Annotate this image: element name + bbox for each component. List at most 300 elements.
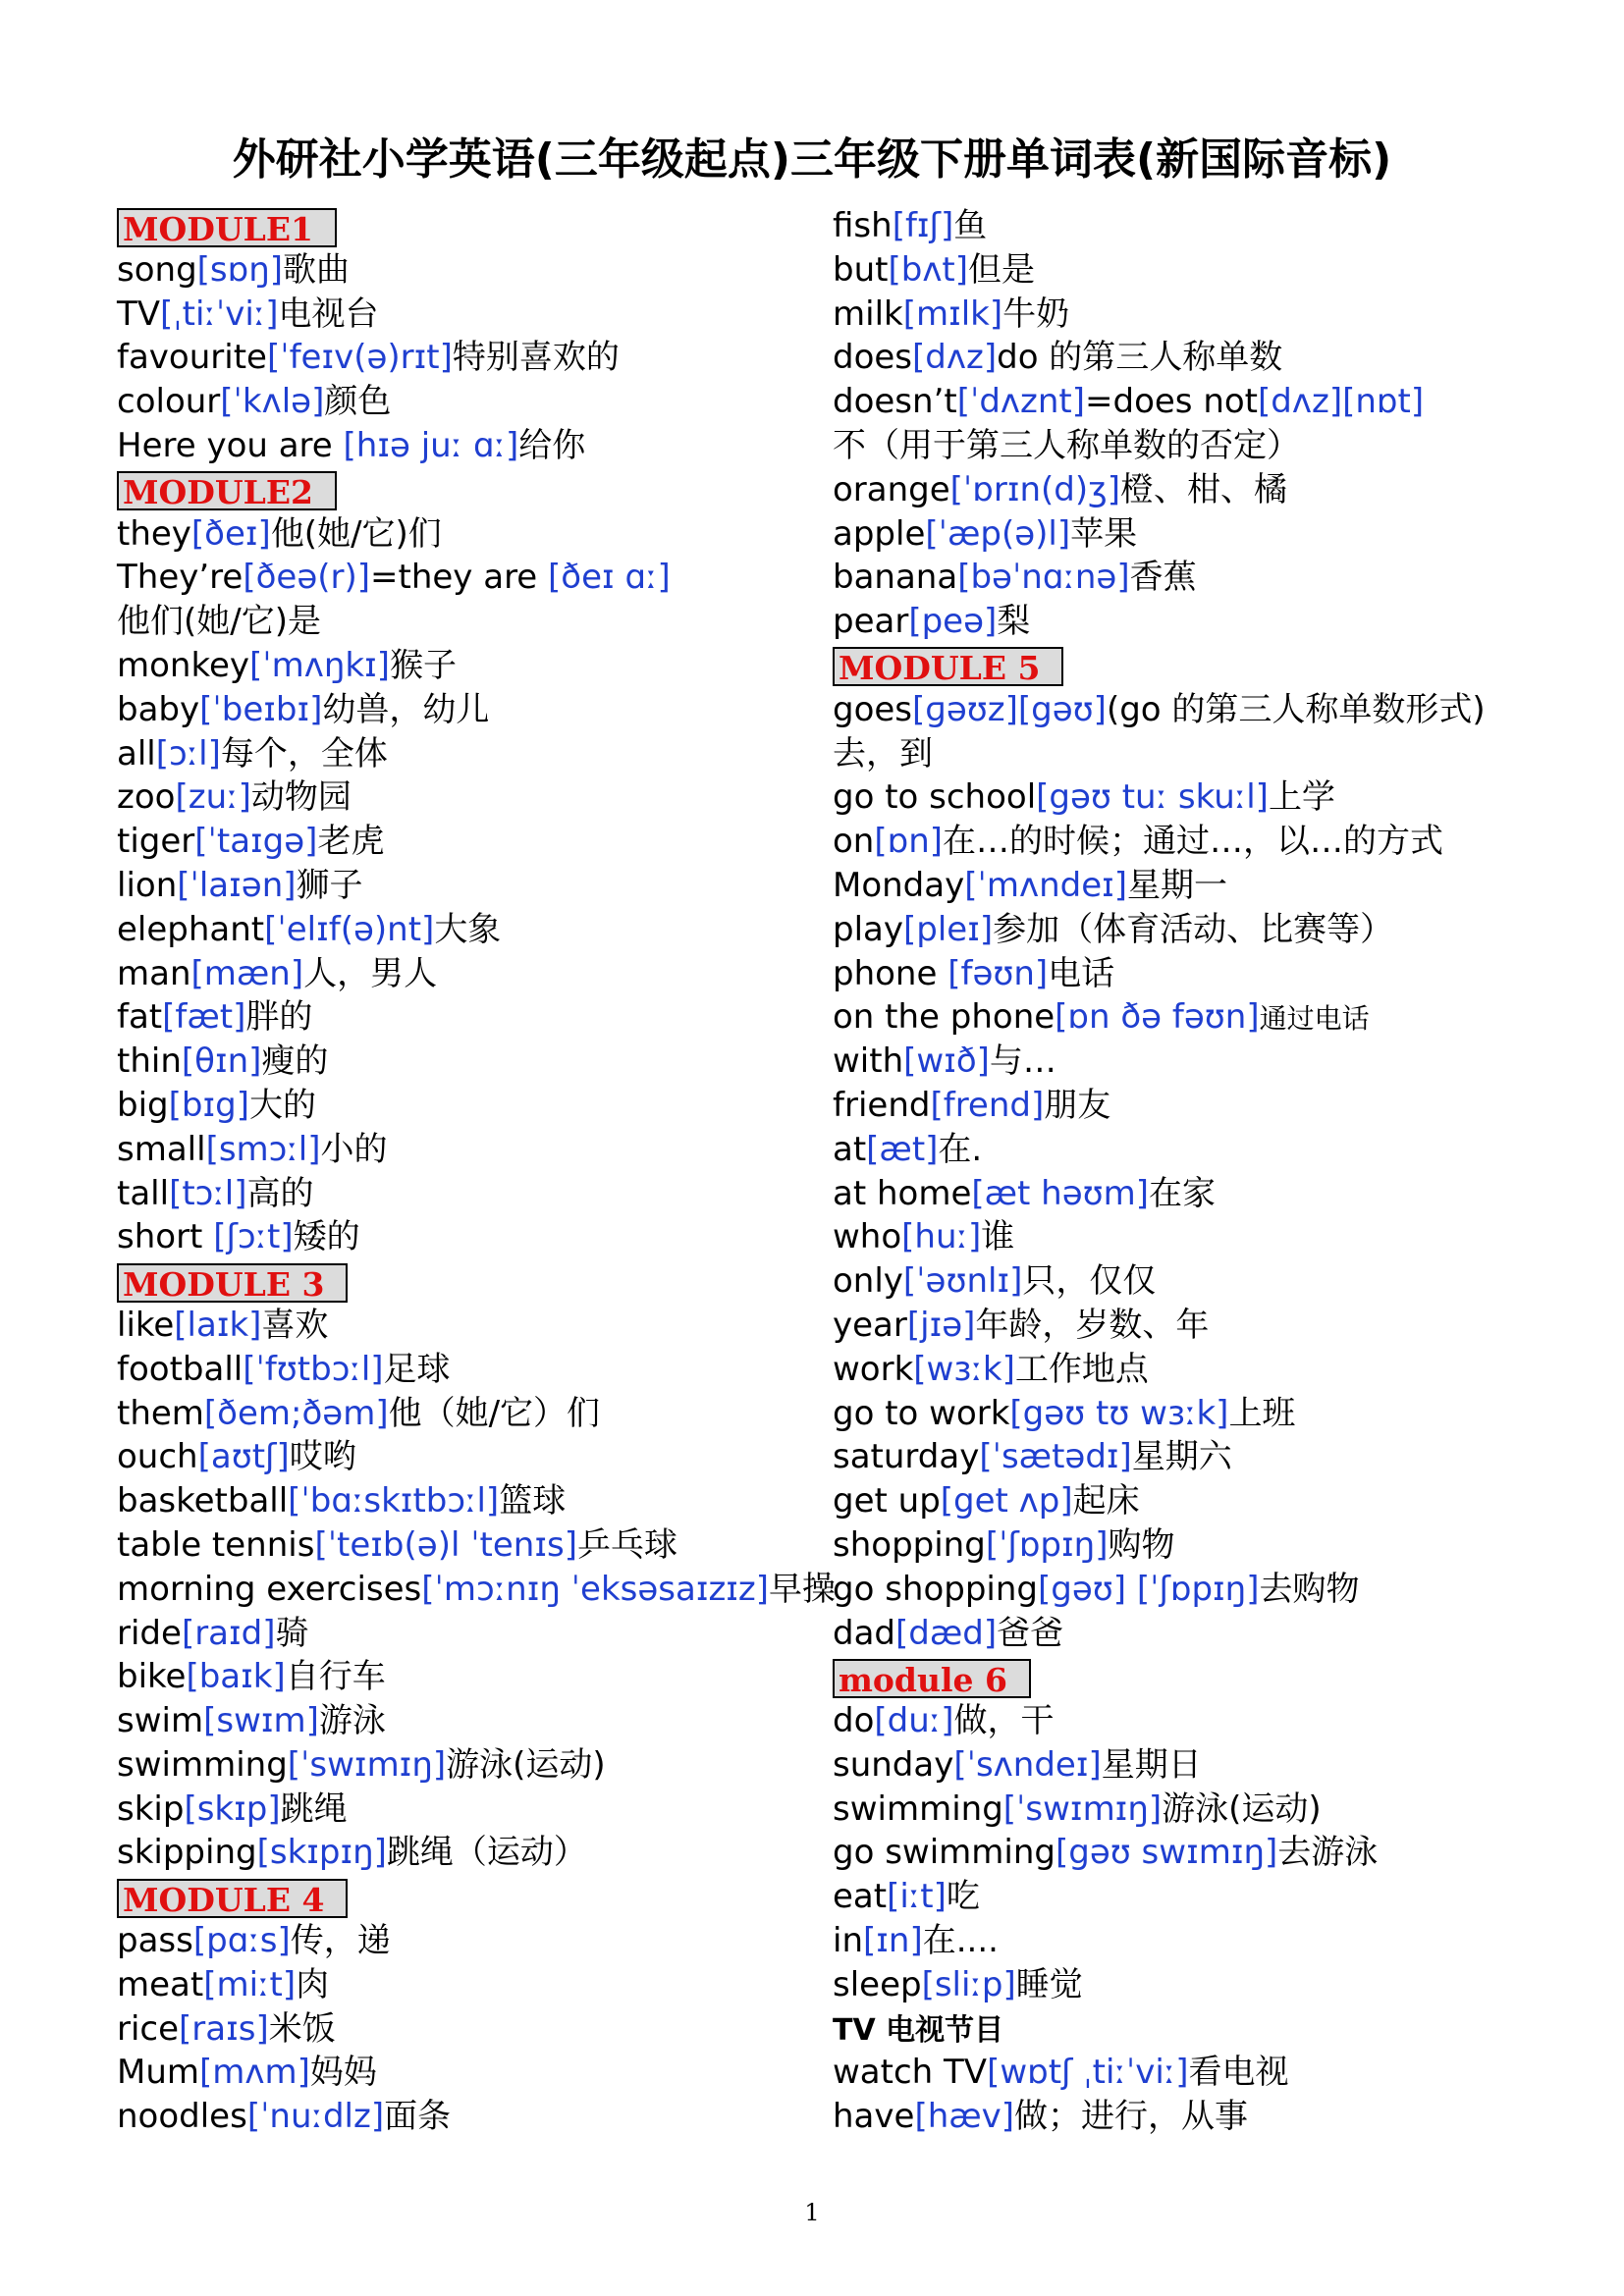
vocab-row [833,1568,1608,1612]
vocab-phonetic: [ˈelɪf(ə)nt] [264,909,435,949]
vocab-word: noodles [117,2097,247,2137]
vocab-row [833,556,1608,600]
vocab-meaning: 他(她/它)们 [270,513,442,554]
vocab-meaning: 年龄，岁数、年 [975,1305,1210,1345]
vocab-row [833,1392,1608,1436]
vocab-phonetic: [duː] [874,1701,954,1741]
vocab-meaning: 橙、柑、橘 [1120,469,1288,509]
vocab-row [117,1084,824,1128]
vocab-phonetic: [smɔːl] [205,1129,321,1169]
vocab-row [833,1348,1608,1392]
vocab-meaning: 跳绳 [280,1789,348,1829]
vocab-meaning: 通过电话 [1259,1002,1370,1036]
vocab-word: work [833,1349,914,1389]
vocab-meaning: 给你 [518,425,586,465]
vocab-word: big [117,1085,169,1125]
vocab-meaning: 在.... [922,1921,999,1961]
vocab-meaning: 高的 [246,1173,314,1213]
vocab-word: table tennis [117,1524,315,1565]
vocab-phonetic: [huː] [901,1217,982,1257]
vocab-phonetic: [ˈfʊtbɔːl] [243,1349,384,1389]
vocab-row [833,1040,1608,1084]
vocab-row [117,2095,824,2139]
vocab-word: Monday [833,865,965,905]
vocab-word: elephant [117,909,265,949]
vocab-phonetic: [ðeɪ] [190,513,271,554]
vocab-meaning: 早操 [769,1569,837,1609]
vocab-meaning: =does not [1085,382,1259,422]
vocab-row [833,1699,1608,1743]
vocab-phonetic: [bəˈnɑːnə] [957,558,1130,598]
vocab-row [117,1392,824,1436]
vocab-meaning: 游泳(运动) [1162,1789,1322,1829]
vocab-phonetic: [dʌz] [912,338,998,378]
vocab-row [833,293,1608,337]
module-heading-row [833,644,1608,688]
vocab-word: like [117,1305,175,1345]
vocab-row [117,1304,824,1348]
vocab-row [833,424,1608,468]
module-heading: MODULE 4 [117,1879,348,1918]
vocab-word: get up [833,1481,941,1522]
vocab-phonetic: [iːt] [887,1877,947,1917]
vocab-meaning: =they are [370,558,549,598]
vocab-word: meat [117,1964,204,2004]
vocab-row [833,2051,1608,2095]
vocab-word: who [833,1217,902,1257]
vocab-phonetic: [pɑːs] [192,1921,291,1961]
vocab-word: apple [833,513,926,554]
vocab-word: small [117,1129,206,1169]
vocab-meaning: 颜色 [324,382,392,422]
vocab-word: zoo [117,777,176,818]
vocab-word: on the phone [833,997,1056,1038]
vocab-phonetic: [mɪlk] [902,294,1003,334]
vocab-word: do [833,1701,875,1741]
vocab-phonetic: [ɒn ðə fəʊn] [1055,997,1260,1038]
vocab-phonetic: [ˈmɔːnɪŋ ˈeksəsaɪzɪz] [421,1569,770,1609]
vocab-word: morning exercises [117,1569,422,1609]
vocab-phonetic: [wɜːk] [913,1349,1015,1389]
vocab-phonetic: [gəʊ swɪmɪŋ] [1055,1833,1278,1873]
vocab-phonetic: [baɪk] [186,1657,286,1697]
vocab-meaning: 特别喜欢的 [452,338,620,378]
vocab-phonetic: [sɒŋ] [196,249,284,290]
vocab-row [833,1831,1608,1875]
vocab-phonetic: [aʊtʃ] [197,1437,290,1477]
vocab-phonetic: [hɪə juː ɑː] [343,425,519,465]
vocab-row [833,688,1608,732]
vocab-meaning: 牛奶 [1002,294,1070,334]
vocab-row [833,1919,1608,1963]
vocab-meaning: 跳绳（运动） [386,1833,587,1873]
vocab-word: They’re [117,558,244,598]
vocab-word: football [117,1349,244,1389]
vocab-word: TV [117,294,161,334]
vocab-word: tiger [117,822,195,862]
vocab-row [117,1215,824,1259]
vocab-meaning: 大的 [248,1085,316,1125]
vocab-phonetic: [æt] [866,1129,939,1169]
vocab-phonetic: [ˈæp(ə)l] [925,513,1071,554]
vocab-meaning: 但是 [968,249,1036,290]
vocab-meaning: 与… [989,1041,1056,1082]
vocab-word: milk [833,294,903,334]
vocab-meaning: 自行车 [285,1657,386,1697]
vocab-meaning: 歌曲 [283,249,351,290]
vocab-word: on [833,822,875,862]
module-heading: module 6 [833,1659,1031,1698]
vocab-meaning: 游泳(运动) [446,1744,606,1785]
vocab-phonetic: [bɪg] [168,1085,249,1125]
module-heading: MODULE 3 [117,1263,348,1303]
vocab-word: doesn’t [833,382,957,422]
vocab-word: monkey [117,645,249,685]
vocab-word: swimming [117,1744,288,1785]
vocab-meaning: 爸爸 [997,1613,1064,1653]
page-number: 1 [804,2199,820,2226]
vocab-row [833,820,1608,864]
vocab-row [833,864,1608,908]
vocab-word: but [833,249,889,290]
vocab-phonetic: [ˈkʌlə] [220,382,325,422]
vocab-row [117,1172,824,1216]
vocab-phonetic: [ʃɔːt] [213,1217,294,1257]
vocab-word: orange [833,469,950,509]
vocab-word: go to school [833,777,1037,818]
vocab-word: lion [117,865,178,905]
vocab-row [833,1128,1608,1172]
module-heading-row [117,204,824,248]
vocab-phonetic: [mæn] [190,953,304,993]
vocab-phonetic: [wɒtʃ ˌtiːˈviː] [987,2053,1189,2093]
vocab-word: fat [117,997,163,1038]
vocab-row [117,1479,824,1523]
vocab-meaning: 上学 [1268,777,1335,818]
vocab-row [117,908,824,952]
vocab-phonetic: [raɪs] [179,2008,269,2049]
vocab-meaning: 星期一 [1127,865,1228,905]
vocab-phonetic: [ˈtaɪgə] [194,822,318,862]
vocab-phonetic: [jɪə] [906,1305,976,1345]
vocab-row [833,1875,1608,1919]
vocab-row [117,1655,824,1699]
vocab-word: swimming [833,1789,1003,1829]
vocab-meaning: 在家 [1149,1173,1217,1213]
vocab-meaning: 足球 [383,1349,451,1389]
vocab-phonetic: [ɡəʊz][gəʊ] [912,689,1107,729]
vocab-meaning: 只，仅仅 [1022,1261,1157,1302]
vocab-row [833,1435,1608,1479]
vocab-row [833,1479,1608,1523]
vocab-phonetic: [bʌt] [888,249,969,290]
vocab-word: have [833,2097,915,2137]
vocab-word: short [117,1217,214,1257]
vocab-meaning: 米饭 [268,2008,336,2049]
vocab-word: Mum [117,2053,200,2093]
module-heading-row [117,1875,824,1919]
vocab-row [833,1304,1608,1348]
vocab-word: all [117,733,156,774]
vocab-meaning: 胖的 [245,997,313,1038]
vocab-meaning: 不（用于第三人称单数的否定） [833,425,1300,465]
vocab-phonetic: [θɪn] [181,1041,262,1082]
vocab-meaning: 吃 [946,1877,980,1917]
vocab-row [117,1040,824,1084]
vocab-word: does [833,338,913,378]
vocab-word: shopping [833,1524,986,1565]
vocab-phonetic: [ˈʃɒpɪŋ] [985,1524,1109,1565]
vocab-row [117,732,824,776]
vocab-row [833,2095,1608,2139]
vocab-row [117,1612,824,1656]
vocab-phonetic-extra: [ðeɪ ɑː] [548,558,671,598]
vocab-meaning: 他（她/它）们 [388,1393,601,1433]
vocab-phonetic: [æt həʊm] [971,1173,1150,1213]
vocab-phonetic: [gəʊ tʊ wɜːk] [1009,1393,1229,1433]
vocab-word: sunday [833,1744,954,1785]
vocab-meaning: 传，递 [290,1921,391,1961]
vocab-word: they [117,513,191,554]
vocab-meaning: 面条 [384,2097,452,2137]
vocab-row [833,600,1608,644]
vocab-meaning: 去，到 [833,733,933,774]
vocab-word: play [833,909,903,949]
vocab-meaning: 喜欢 [261,1305,329,1345]
vocab-phonetic: [ˈsʌndeɪ] [953,1744,1102,1785]
vocab-phonetic: [get ʌp] [940,1481,1073,1522]
vocab-word: dad [833,1613,895,1653]
vocab-phonetic: [fəʊn] [947,953,1049,993]
vocab-row [117,600,824,644]
vocab-word: favourite [117,338,267,378]
vocab-word: sleep [833,1964,922,2004]
vocab-row [117,864,824,908]
vocab-word: with [833,1041,904,1082]
vocab-phonetic: [ðem;ðəm] [203,1393,389,1433]
vocab-meaning: 去游泳 [1277,1833,1379,1873]
vocab-word: Here you are [117,425,344,465]
vocab-word: man [117,953,191,993]
vocab-row [117,2007,824,2052]
vocab-meaning: 他们(她/它)是 [117,602,321,642]
vocab-word: skipping [117,1833,257,1873]
vocab-meaning: 做；进行，从事 [1014,2097,1249,2137]
vocab-meaning: 工作地点 [1014,1349,1149,1389]
vocab-meaning: 谁 [981,1217,1015,1257]
vocab-word: watch TV [833,2053,988,2093]
vocab-meaning: 乒乓球 [576,1524,677,1565]
vocab-phonetic: [ˈɒrɪn(d)ʒ] [949,469,1121,509]
vocab-word: saturday [833,1437,980,1477]
vocab-row [117,2051,824,2095]
vocab-meaning: 梨 [997,602,1031,642]
section-note: TV 电视节目 [833,2012,1004,2048]
vocab-phonetic: [peə] [908,602,998,642]
module-heading-row [117,468,824,512]
vocab-row [117,644,824,688]
vocab-row [117,688,824,732]
vocab-word: phone [833,953,948,993]
vocab-phonetic: [ˈbɑːskɪtbɔːl] [288,1481,500,1522]
vocab-row [117,1919,824,1963]
vocab-row [117,1788,824,1832]
vocab-row [117,293,824,337]
vocab-word: fish [833,206,893,245]
module-heading: MODULE2 [117,471,337,510]
vocab-phonetic-extra: [dʌz][nɒt] [1258,382,1425,422]
vocab-meaning: 电话 [1048,953,1115,993]
vocab-word: song [117,249,197,290]
vocab-word: rice [117,2008,180,2049]
vocab-row [833,1788,1608,1832]
vocab-phonetic: [ɪn] [863,1921,923,1961]
vocab-phonetic: [ˈəʊnlɪ] [902,1261,1023,1302]
vocab-row [833,380,1608,424]
vocab-meaning: 骑 [275,1613,309,1653]
right-column [833,204,1608,2139]
vocab-row [833,1963,1608,2007]
vocab-meaning: 哎哟 [289,1437,356,1477]
vocab-word: year [833,1305,907,1345]
vocab-phonetic: [mʌm] [199,2053,310,2093]
vocab-row [117,1435,824,1479]
vocab-meaning: do 的第三人称单数 [997,338,1283,378]
vocab-phonetic: [gəʊ tuː skuːl] [1036,777,1269,818]
vocab-meaning: (go 的第三人称单数形式) [1106,689,1486,729]
vocab-meaning: 上班 [1228,1393,1296,1433]
vocab-word: thin [117,1041,182,1082]
vocab-row [117,336,824,380]
vocab-word: colour [117,382,221,422]
vocab-meaning: 狮子 [296,865,363,905]
vocab-meaning: 电视台 [278,294,379,334]
vocab-word: at home [833,1173,972,1213]
vocab-phonetic: [sliːp] [921,1964,1016,2004]
vocab-meaning: 看电视 [1188,2053,1289,2093]
vocab-phonetic: [ˈmʌndeɪ] [964,865,1128,905]
vocab-phonetic: [raɪd] [181,1613,276,1653]
vocab-phonetic: [pleɪ] [902,909,994,949]
vocab-row [117,1568,837,1612]
note-row [833,2007,1608,2052]
vocab-phonetic: [ˈfeɪv(ə)rɪt] [266,338,453,378]
vocab-row [833,1215,1608,1259]
vocab-word: swim [117,1701,204,1741]
vocab-word: at [833,1129,867,1169]
vocab-row [833,1743,1608,1788]
vocab-row [833,336,1608,380]
vocab-row [833,1084,1608,1128]
vocab-word: friend [833,1085,931,1125]
vocab-row [833,775,1608,820]
vocab-row [833,1523,1608,1568]
vocab-row [117,1963,824,2007]
vocab-row [117,1699,824,1743]
vocab-row [833,1612,1608,1656]
vocab-phonetic: [hæv] [914,2097,1015,2137]
vocab-meaning: 鱼 [953,206,988,245]
vocab-meaning: 星期六 [1131,1437,1232,1477]
vocab-meaning: 参加（体育活动、比赛等） [993,909,1394,949]
module-heading: MODULE 5 [833,647,1063,686]
vocab-row [117,775,824,820]
vocab-row [117,556,824,600]
vocab-phonetic: [skɪpɪŋ] [256,1833,387,1873]
vocab-meaning: 去购物 [1259,1569,1360,1609]
vocab-meaning: 朋友 [1044,1085,1111,1125]
vocab-phonetic: [ˈnuːdlz] [246,2097,385,2137]
vocab-word: eat [833,1877,888,1917]
vocab-word: pear [833,602,909,642]
left-column [117,204,837,2139]
vocab-phonetic: [tɔːl] [169,1173,247,1213]
vocab-phonetic: [ˈbeɪbɪ] [199,689,323,729]
vocab-meaning: 做，干 [953,1701,1055,1741]
vocab-phonetic: [fæt] [162,997,246,1038]
vocab-phonetic: [ˈteɪb(ə)l ˈtenɪs] [314,1524,577,1565]
vocab-meaning: 星期日 [1101,1744,1202,1785]
vocab-meaning: 游泳 [318,1701,386,1741]
vocab-meaning: 睡觉 [1015,1964,1083,2004]
vocab-phonetic: [frend] [930,1085,1045,1125]
vocab-word: only [833,1261,903,1302]
vocab-phonetic: [zuː] [175,777,251,818]
vocab-word: pass [117,1921,193,1961]
vocab-phonetic: [ˈlaɪən] [177,865,297,905]
vocab-meaning: 篮球 [499,1481,567,1522]
vocab-phonetic: [ɔːl] [155,733,221,774]
vocab-row [833,204,1608,248]
vocab-phonetic: [wɪð] [903,1041,990,1082]
vocab-row [117,1128,824,1172]
vocab-meaning: 每个，全体 [220,733,388,774]
vocab-row [833,952,1608,996]
vocab-word: in [833,1921,863,1961]
vocab-meaning: 在. [938,1129,983,1169]
vocab-word: go to work [833,1393,1010,1433]
vocab-meaning: 人，男人 [303,953,438,993]
vocab-phonetic: [ˈmʌŋkɪ] [249,645,390,685]
vocab-meaning: 妈妈 [309,2053,377,2093]
vocab-row [117,424,824,468]
vocab-row [117,380,824,424]
vocab-row [117,952,824,996]
vocab-meaning: 在…的时候；通过…，以…的方式 [943,822,1444,862]
vocab-meaning: 矮的 [293,1217,360,1257]
vocab-row [833,512,1608,557]
vocab-row [117,1523,824,1568]
module-heading-row [833,1655,1608,1699]
vocab-phonetic: [swɪm] [203,1701,319,1741]
vocab-row [833,995,1608,1040]
vocab-phonetic: [gəʊ] [ˈʃɒpɪŋ] [1038,1569,1260,1609]
vocab-row [117,1348,824,1392]
vocab-meaning: 起床 [1072,1481,1140,1522]
vocab-word: them [117,1393,204,1433]
vocab-row [833,468,1608,512]
vocab-meaning: 动物园 [250,777,352,818]
vocab-phonetic: [ðeə(r)] [243,558,371,598]
vocab-phonetic: [skɪp] [184,1789,281,1829]
vocab-meaning: 香蕉 [1129,558,1197,598]
vocab-phonetic: [ˈswɪmɪŋ] [1002,1789,1163,1829]
vocab-row [117,1831,824,1875]
vocab-phonetic: [ˌtiːˈviː] [160,294,279,334]
page-title: 外研社小学英语(三年级起点)三年级下册单词表(新国际音标) [232,134,1392,185]
vocab-meaning: 猴子 [390,645,457,685]
vocab-phonetic: [ˈswɪmɪŋ] [287,1744,447,1785]
